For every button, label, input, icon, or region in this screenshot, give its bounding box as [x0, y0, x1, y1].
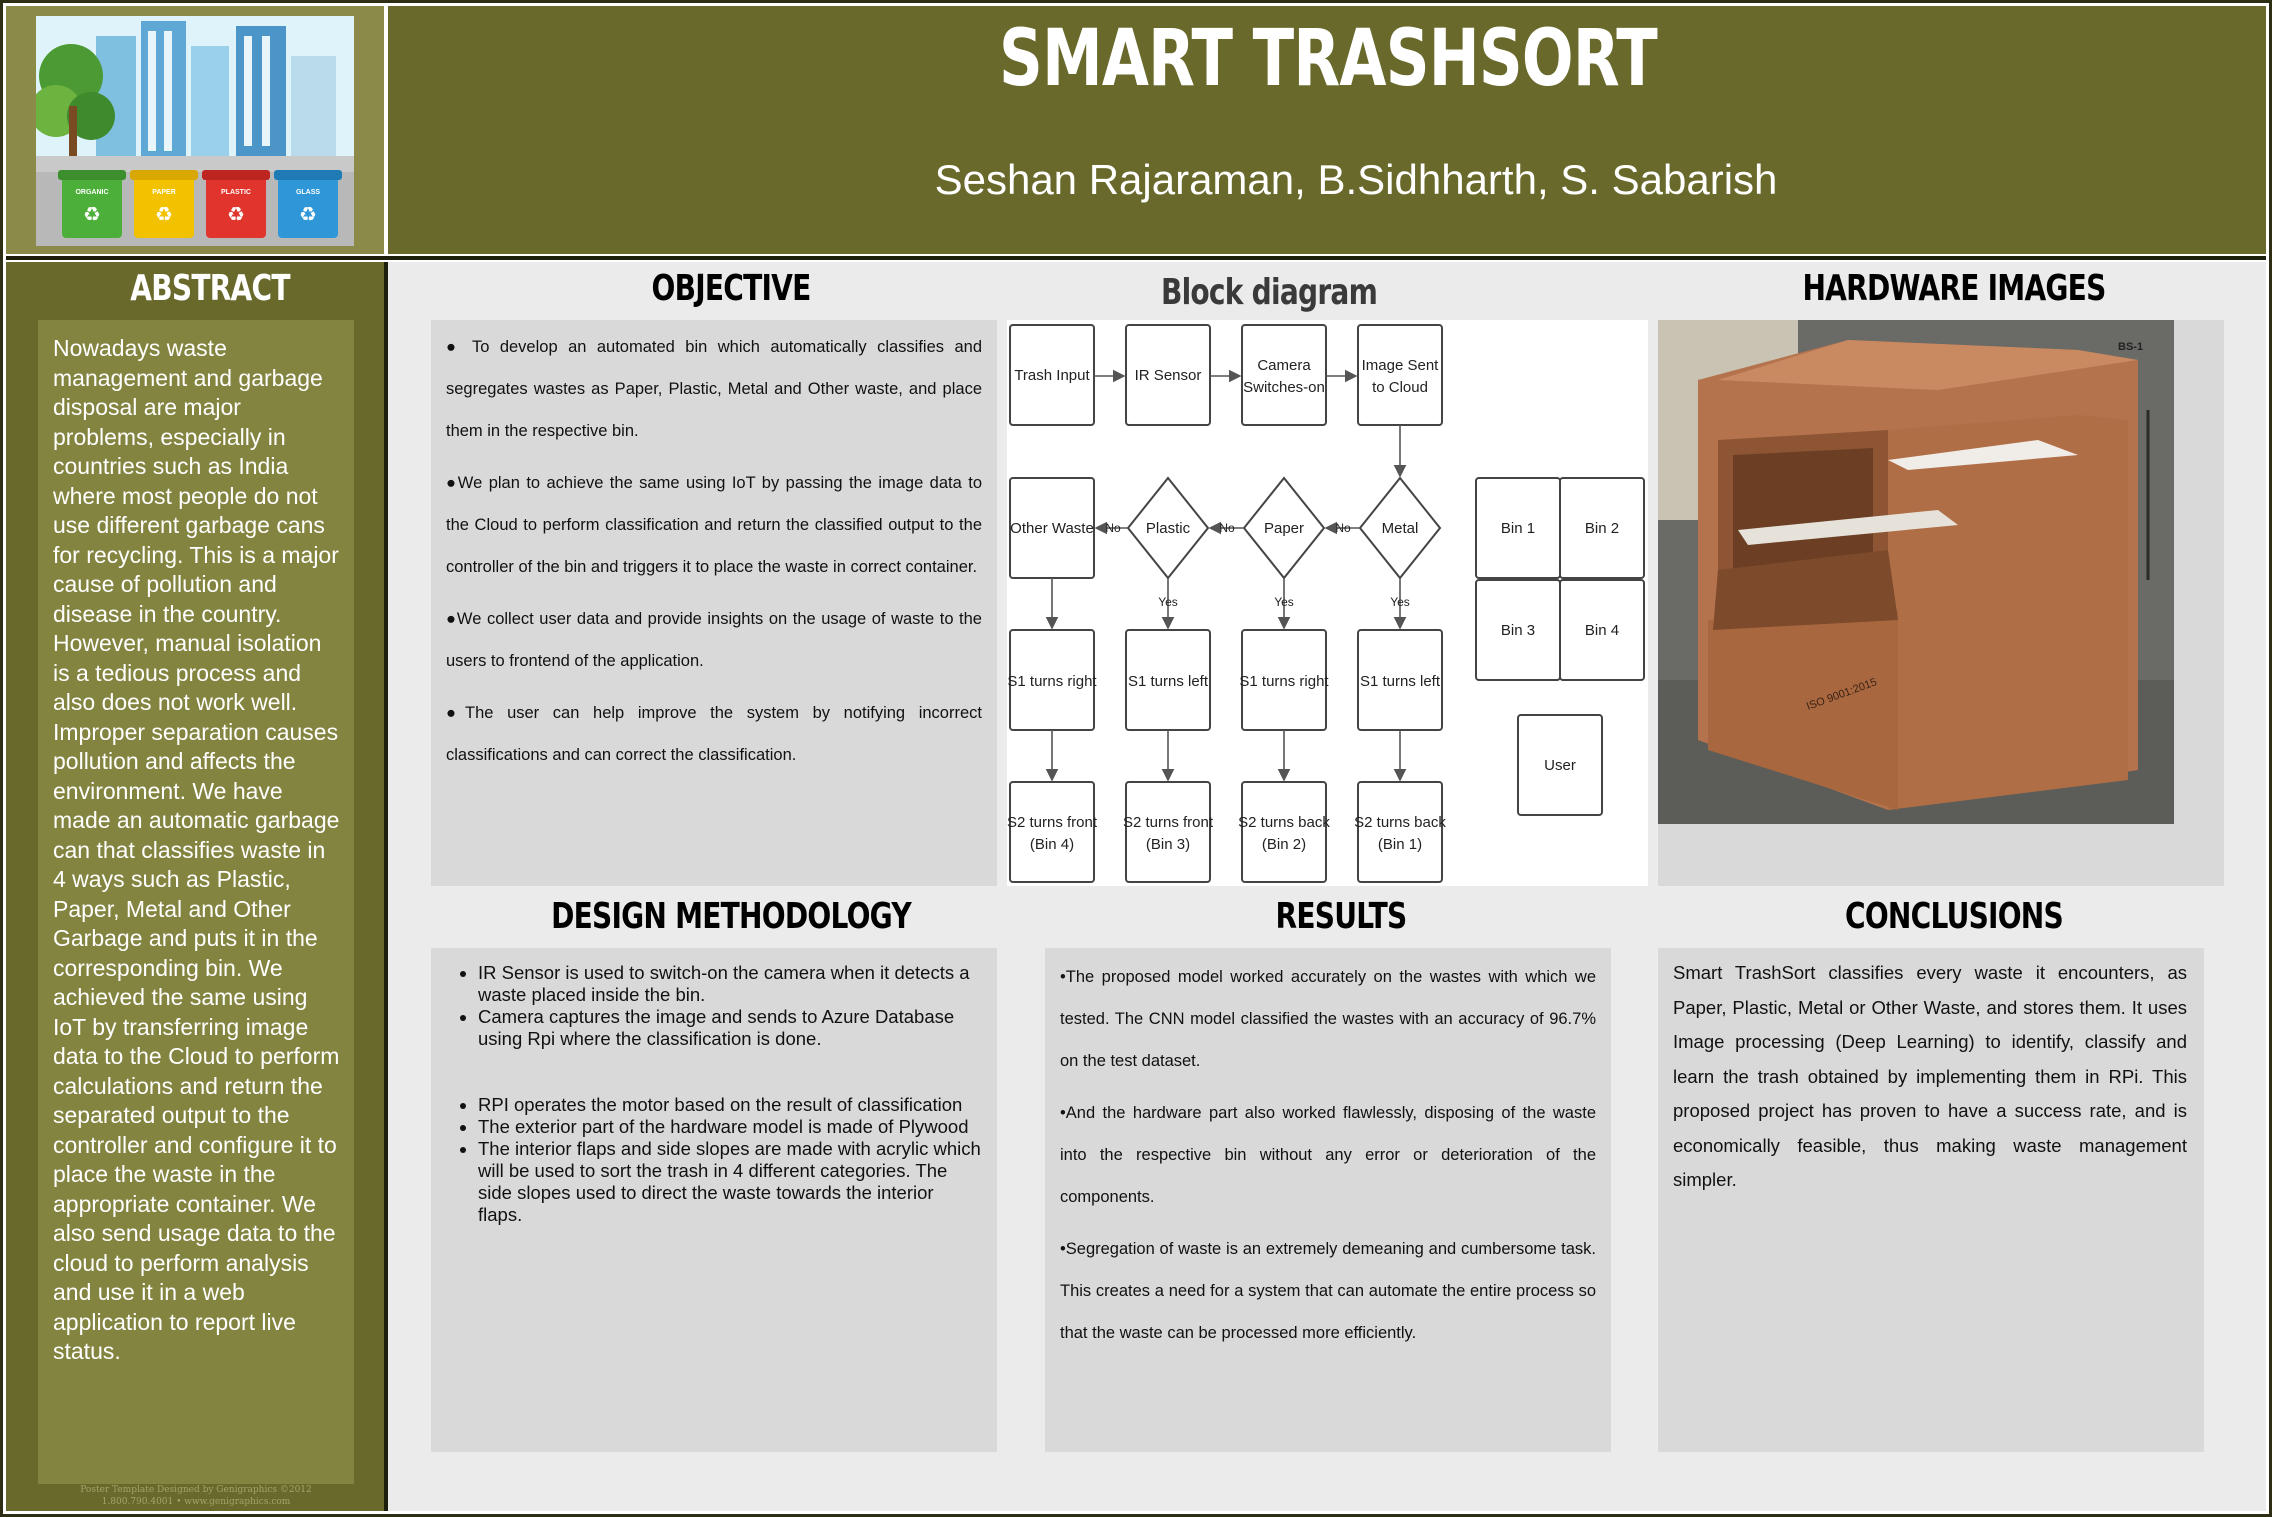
conclusions-heading: CONCLUSIONS — [1845, 896, 2063, 937]
paper-label: Paper — [1263, 520, 1305, 537]
abstract-heading: ABSTRACT — [130, 268, 290, 309]
template-credit-line2: 1.800.790.4001 • www.genigraphics.com — [101, 1497, 291, 1507]
objective-heading: OBJECTIVE — [651, 268, 811, 309]
s1-label: S1 turns right — [1239, 673, 1329, 690]
camera-label: Camera Switches-on — [1243, 357, 1325, 396]
plastic-label: Plastic — [1145, 520, 1191, 537]
recycle-icon: ♻ — [83, 202, 101, 226]
yes-label: Yes — [1390, 595, 1410, 609]
template-credit — [40, 1484, 352, 1508]
plywood-bin-photo — [1658, 320, 2174, 824]
image-cloud-box — [1358, 325, 1442, 425]
hardware-photo — [1658, 320, 2174, 824]
design-heading: DESIGN METHODOLOGY — [551, 896, 911, 937]
objective-point: ●We collect user data and provide insights on the usage of waste to the users to frontend of the application. — [446, 610, 982, 670]
results-point: •Segregation of waste is an extremely demeaning and cumbersome task. This creates a need for a system that can automate the entire process so that the waste can be processed more efficiently. — [1060, 1240, 1596, 1342]
bin-label-glass: GLASS — [295, 189, 321, 196]
poster-authors: Seshan Rajaraman, B.Sidhharth, S. Sabarish — [934, 156, 1778, 203]
logo-image — [36, 16, 354, 246]
s2-box — [1242, 782, 1326, 882]
results-heading: RESULTS — [1275, 896, 1407, 937]
template-credit-line1: Poster Template Designed by Genigraphics ©2012 — [80, 1485, 312, 1495]
recycle-icon: ♻ — [227, 202, 245, 226]
s2-label: S2 turns back (Bin 2) — [1238, 814, 1330, 853]
s2-box — [1010, 782, 1094, 882]
header-divider — [6, 256, 2266, 260]
yes-label: Yes — [1274, 595, 1294, 609]
design-point: • The interior flaps and side slopes are made with acrylic which will be used to sort the trash in 4 different categories. The side slopes used to direct the waste towards the interior flaps. — [478, 1138, 982, 1226]
s2-box — [1358, 782, 1442, 882]
design-point: • RPI operates the motor based on the result of classification — [478, 1094, 982, 1116]
objective-point: ●We plan to achieve the same using IoT by passing the image data to the Cloud to perform classification and return the classified output to the controller of the bin and triggers it to place the waste in correct container. — [446, 474, 982, 576]
design-point: • Camera captures the image and sends to Azure Database using Rpi where the classification is done. — [478, 1006, 982, 1050]
s2-label: S2 turns front (Bin 4) — [1007, 814, 1098, 853]
trash-input-label: Trash Input — [1014, 367, 1090, 384]
conclusions-text: Smart TrashSort classifies every waste it encounters, as Paper, Plastic, Metal or Other Waste, and stores them. It uses Image processing (Deep Learning) to identify, classify and learn the trash obtained by implementing them in RPi. This proposed project has proven to have a success rate, and is economically feasible, thus making waste management simpler. — [1673, 962, 2187, 1190]
recycle-icon: ♻ — [155, 202, 173, 226]
bin-label-organic: ORGANIC — [75, 189, 109, 196]
objective-point: ● To develop an automated bin which automatically classifies and segregates wastes as Paper, Plastic, Metal and Other waste, and place them in the respective bin. — [446, 338, 982, 440]
abstract-text: Nowadays waste management and garbage disposal are major problems, especially in countries such as India where most people do not use different garbage cans for recycling. This is a major cause of pollution and disease in the country. However, manual isolation is a tedious process and also does not work well. Improper separation causes pollution and affects the environment. We have made an automatic garbage can that classifies waste in 4 ways such as Plastic, Paper, Metal and Other Garbage and puts it in the corresponding bin. We achieved the same using IoT by transferring image data to the Cloud to perform calculations and return the separated output to the controller and configure it to place the waste in the appropriate container. We also send usage data to the cloud to perform analysis and use it in a web application to report live status. — [53, 335, 340, 1364]
yes-label: Yes — [1158, 595, 1178, 609]
hardware-heading: HARDWARE IMAGES — [1802, 268, 2106, 309]
no-label: No — [1219, 521, 1235, 535]
camera-box — [1242, 325, 1326, 425]
s1-label: S1 turns left — [1127, 673, 1209, 690]
ir-sensor-label: IR Sensor — [1134, 367, 1202, 384]
design-list-1 — [446, 962, 982, 1050]
results-text — [1060, 956, 1596, 1396]
s1-label: S1 turns right — [1007, 673, 1097, 690]
design-text — [446, 962, 982, 1392]
block-diagram — [1007, 320, 1648, 886]
poster-title: SMART TRASHSORT — [999, 14, 1657, 104]
no-label: No — [1105, 521, 1121, 535]
recycle-icon: ♻ — [299, 202, 317, 226]
bin-1-label: Bin 1 — [1500, 520, 1536, 537]
no-label: No — [1335, 521, 1351, 535]
results-point: •And the hardware part also worked flawlessly, disposing of the waste into the respective bin without any error or deterioration of the components. — [1060, 1104, 1596, 1206]
bin-tag-label: BS-1 — [2118, 341, 2144, 353]
bin-label-paper: PAPER — [152, 189, 176, 196]
user-label: User — [1544, 757, 1576, 774]
flowchart — [1007, 320, 1648, 886]
bin-2-label: Bin 2 — [1584, 520, 1620, 537]
other-waste-label: Other Waste — [1010, 520, 1094, 537]
panel-separator — [384, 262, 388, 1511]
s2-box — [1126, 782, 1210, 882]
design-point: • IR Sensor is used to switch-on the camera when it detects a waste placed inside the bin. — [478, 962, 982, 1006]
objective-point: ●The user can help improve the system by notifying incorrect classifications and can correct the classification. — [446, 704, 982, 764]
bin-label-plastic: PLASTIC — [221, 189, 251, 196]
s2-label: S2 turns back (Bin 1) — [1354, 814, 1446, 853]
design-point: • The exterior part of the hardware model is made of Plywood — [478, 1116, 982, 1138]
s1-label: S1 turns left — [1359, 673, 1441, 690]
results-point: •The proposed model worked accurately on the wastes with which we tested. The CNN model classified the wastes with an accuracy of 96.7% on the test dataset. — [1060, 968, 1596, 1070]
city-recycling-illustration — [36, 16, 354, 246]
s2-label: S2 turns front (Bin 3) — [1122, 814, 1214, 853]
design-list-2 — [446, 1094, 982, 1226]
metal-label: Metal — [1381, 520, 1419, 537]
stamp-label: ISO 9001:2015 — [1804, 676, 1879, 713]
bin-3-label: Bin 3 — [1500, 622, 1536, 639]
bin-4-label: Bin 4 — [1584, 622, 1620, 639]
objective-text — [446, 326, 982, 880]
image-cloud-label: Image Sent to Cloud — [1361, 357, 1439, 396]
block-diagram-heading: Block diagram — [1160, 272, 1378, 313]
